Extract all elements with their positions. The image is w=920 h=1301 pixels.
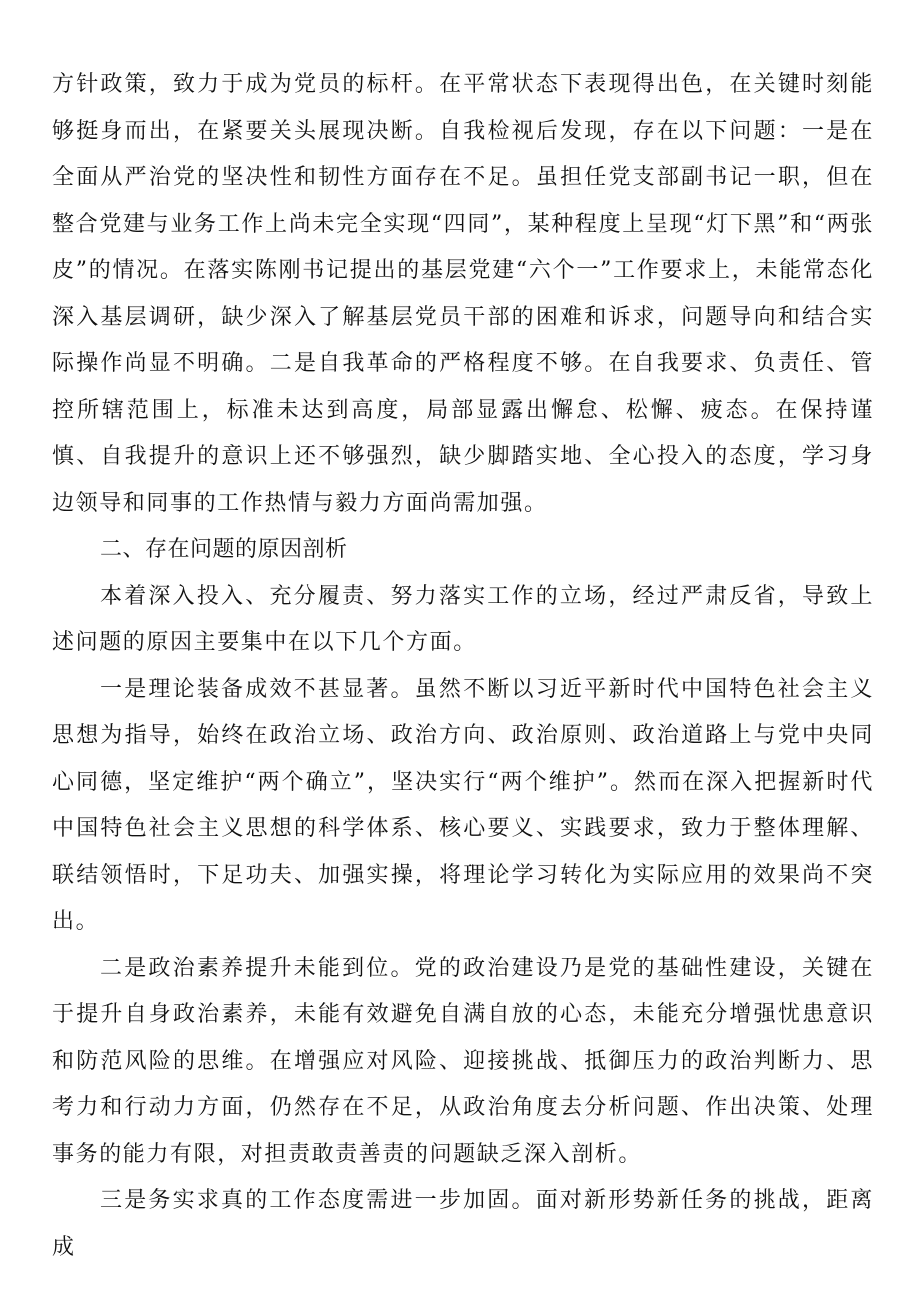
paragraph-reason-one: 一是理论装备成效不甚显著。虽然不断以习近平新时代中国特色社会主义思想为指导，始终在政治立场、政治方向、政治原则、政治道路上与党中央同心同德，坚定维护“两个确立”，坚决实行“两个维护”。然而在深入把握新时代中国特色社会主义思想的科学体系、核心要义、实践要求，致力于整体理解、联结领悟时，下足功夫、加强实操，将理论学习转化为实际应用的效果尚不突出。 xyxy=(52,676,874,934)
section-heading-cause-analysis: 二、存在问题的原因剖析 xyxy=(100,537,348,562)
paragraph-reason-two: 二是政治素养提升未能到位。党的政治建设乃是党的基础性建设，关键在于提升自身政治素养，未能有效避免自满自放的心态，未能充分增强忧患意识和防范风险的思维。在增强应对风险、迎接挑战、抵御压力的政治判断力、思考力和行动力方面，仍然存在不足，从政治角度去分析问题、作出决策、处理事务的能力有限，对担责敢责善责的问题缺乏深入剖析。 xyxy=(52,955,874,1167)
paragraph-reason-three: 三是务实求真的工作态度需进一步加固。面对新形势新任务的挑战，距离成 xyxy=(52,1188,874,1260)
paragraph-self-review: 方针政策，致力于成为党员的标杆。在平常状态下表现得出色，在关键时刻能够挺身而出，在紧要关头展现决断。自我检视后发现，存在以下问题：一是在全面从严治党的坚决性和韧性方面存在不足。虽担任党支部副书记一职，但在整合党建与业务工作上尚未完全实现“四同”，某种程度上呈现“灯下黑”和“两张皮”的情况。在落实陈刚书记提出的基层党建“六个一”工作要求上，未能常态化深入基层调研，缺少深入了解基层党员干部的困难和诉求，问题导向和结合实际操作尚显不明确。二是自我革命的严格程度不够。在自我要求、负责任、管控所辖范围上，标准未达到高度，局部显露出懈怠、松懈、疲态。在保持谨慎、自我提升的意识上还不够强烈，缺少脚踏实地、全心投入的态度，学习身边领导和同事的工作热情与毅力方面尚需加强。 xyxy=(52,72,874,516)
document-page xyxy=(52,62,874,1271)
paragraph-intro: 本着深入投入、充分履责、努力落实工作的立场，经过严肃反省，导致上述问题的原因主要集中在以下几个方面。 xyxy=(52,583,874,655)
